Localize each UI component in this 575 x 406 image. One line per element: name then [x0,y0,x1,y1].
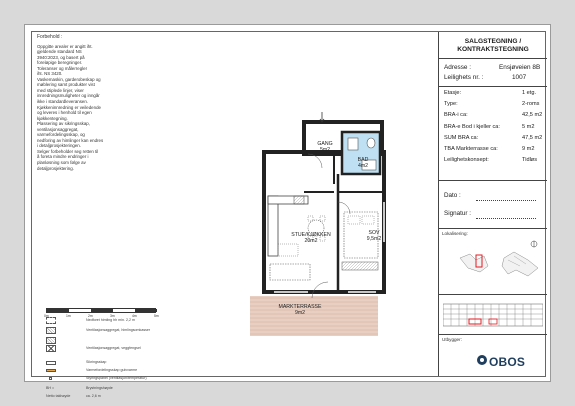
drawing-frame [31,31,546,398]
scale-label: 3m [110,314,115,318]
spec-key: Leilighetskonsept: [444,157,489,164]
spec-key: BRA-i ca: [444,112,468,119]
scale-label: 5m [154,314,159,318]
scale-label: 4m [132,314,137,318]
note-line: Selger forbeholder seg retten til [37,148,99,154]
signature-line [476,218,536,219]
legend-swatch [46,369,56,372]
note-line: Toleranser og målerregler [37,65,88,71]
note-line: innredningsmuligheter og inngår [37,93,100,99]
spec-value: 9 m2 [522,146,535,152]
unit-value: 1007 [512,74,527,81]
legend-label: Ventilasjonsaggregat, veggfengsel [86,346,141,350]
spec-key: SUM BRA ca: [444,134,479,141]
legend-item [46,392,226,404]
legend-label: Nedforet himling hh min. 2,2 m [86,318,135,322]
legend-swatch [46,337,56,344]
legend-swatch [49,377,52,380]
obos-logo: OBOS [489,355,526,369]
note-line: gjeldende standard NS [37,49,82,55]
note-line: planløsning som følge av [37,160,86,166]
note-line: 3940:2023, og basert på [37,54,85,60]
room-label-terrasse: MARKTERRASSE 9m2 [278,304,322,316]
spec-key: Etasje: [444,90,462,96]
note-line: Vaskemaskin, garderobeskap og [37,76,101,82]
date-label: Dato : [444,192,461,199]
room-label-stue: STUE/KJØKKEN 20m2 [291,232,331,244]
note-line: detaljprosjektering. [37,165,74,171]
spec-value: 1 etg. [522,90,536,96]
legend-label: Styringspanel (ventilasjon/temperatur) [86,376,147,380]
facade-elevation [443,300,543,328]
legend-label: Brystningshøyde [86,386,113,390]
note-line: Kjøkkeninnredning er veiledende [37,104,101,110]
note-line: ventilasjonsaggregat, [37,126,79,132]
note-line: ikke i standardleveransen. [37,99,89,105]
disclaimer-notes [37,35,137,171]
note-line: Plassering av sikringsskap, [37,121,90,127]
spec-value: 5 m2 [522,123,535,130]
spec-value: 42,5 m2 [522,112,543,119]
signature-label: Signatur : [444,210,471,217]
notes-heading: Forbehold : [37,34,63,40]
legend-prefix: BH = [46,386,55,390]
scale-label: 0m [44,314,49,318]
legend-label: Varmefordelingsskap gulvvarme [86,368,138,372]
address-value: Ensjøveien 8B [499,64,541,71]
legend-item [46,344,226,356]
note-line: nedforing av himlinger kan endres [37,137,104,143]
address-label: Adresse : [444,64,471,71]
scale-bar [46,308,156,313]
spec-value: 47,5 m2 [522,134,543,141]
note-line: Oppgitte arealer er angitt iht. [37,43,93,49]
note-line: med stiplede linjer, viser [37,87,84,93]
room-label-gang: GANG 5m2 [317,141,333,153]
spec-key: BRA-e Bod i kjeller ca: [444,123,500,130]
drawing-sheet [24,24,551,398]
note-line: og leveres i henhold til egen [37,110,92,116]
date-line [476,200,536,201]
legend-swatch [46,345,56,352]
note-line: varmefordelingsskap, og [37,132,85,138]
note-line: iht. NS 3420. [37,71,63,77]
note-line: møblering samt produkter vist [37,82,95,88]
location-map [454,238,542,280]
spec-value: Tidløs [522,157,538,164]
wardrobe [342,262,378,270]
drawing-title: SALGSTEGNING / KONTRAKTSTEGNING [457,38,529,53]
scale-label: 2m [88,314,93,318]
note-line: i detaljprosjekteringen. [37,143,81,149]
kitchen-counter [268,196,278,256]
unit-label: Leilighets nr. : [444,74,484,81]
info-panel [439,32,547,376]
spec-value: 2-roms [522,101,540,108]
note-line: kjøkkentegning. [37,115,68,121]
location-label: Lokalisering: [442,231,468,236]
note-line: å foreta mindre endringer i [37,154,89,160]
room-label-sov: SOV 9,5m2 [366,230,382,242]
legend-swatch [46,361,56,365]
developer-label: Utbygger: [442,337,462,342]
scale-label: 1m [66,314,71,318]
note-line: foreløpige beregninger. [37,60,83,66]
sofa [270,264,310,280]
obos-logo-icon [476,354,488,366]
spec-key: TBA Markterrasse ca: [444,146,498,152]
legend-label: Sikringsskap [86,360,107,364]
legend-label: ca. 2,6 m [86,394,101,398]
notes-lines [37,44,137,172]
legend-prefix: Netto takhøyde [46,394,71,398]
legend-label: Ventilasjonsaggregat, himlingsomkasser [86,328,151,332]
room-label-bad: BAD 4m2 [357,157,369,169]
spec-key: Type: [444,101,458,108]
legend-swatch [46,327,56,334]
legend-swatch [46,317,56,324]
